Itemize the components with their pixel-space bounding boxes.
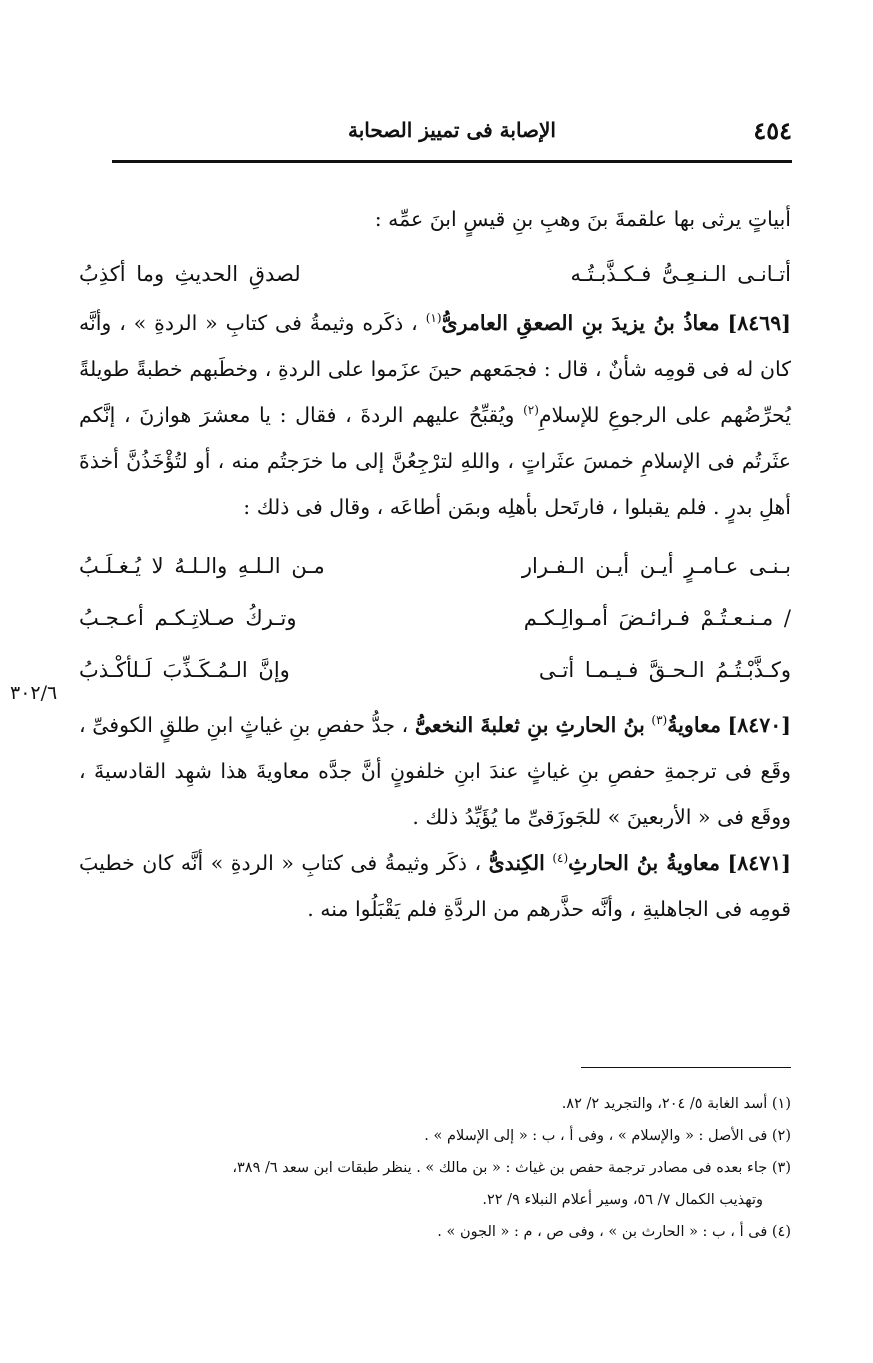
verse-second-hemistich: مـن الـلـهِ والـلـهُ لا يُـغـلَـبُ [79,554,325,578]
margin-volume-page-note: ٣٠٢/٦ [10,682,58,704]
entry-text: ويُقبِّحُ عليهم الردةَ ، فقال : يا معشرَ هوازنَ ، إنَّكم عثَرتُم فى الإسلامِ خمسَ عثَراتٍ ، واللهِ لترْجِعُنَّ إلى ما خرَجتُم منه ، أو لتُؤْخَذُنَّ أخذةَ أهلِ بدرٍ . فلم يقبلوا ، فارتَحل بأهلِه وبمَن أطاعَه ، وقال فى ذلك : [79,403,791,519]
verse-first-hemistich: وكـذَّبْـتُـمُ الـحـقَّ فـيـمـا أتـى [538,658,791,682]
verse-second-hemistich: لصدقِ الحديثِ وما أكذِبُ [79,262,301,286]
verse-first-hemistich: / مـنـعـتُـمْ فـرائـضَ أمـوالِـكـم [523,606,791,630]
main-text [79,196,791,932]
footnote: (٣) جاء بعده فى مصادر ترجمة حفص بن غياث : « بن مالك » . ينظر طبقات ابن سعد ٦/ ٣٨٩، [232,1160,791,1176]
running-title: الإصابة فى تمييز الصحابة [348,118,556,142]
footnotes [79,1088,791,1248]
footnote-ref: (٢) [523,403,539,418]
verse-second-hemistich: وتـركُ صـلاتِـكـم أعـجـبُ [79,606,297,630]
verse-first-hemistich: أتـانـى الـنـعِـىُّ فـكـذَّبـتُـه [570,262,791,286]
entry-number: [٨٤٦٩] [727,311,791,335]
footnote-rule [581,1067,791,1068]
entry-text: ، ذكَره وثيمةُ فى كتابِ « الردةِ » ، وأنَّه كان له فى قومِه شأنٌ ، قال : فجمَعهم حينَ عزَموا على الردةِ ، وخطَبهم خطبةً طويلةً يُحرِّضُهم على الرجوعِ للإسلامِ [79,311,791,427]
entry-text: ، جدُّ حفصِ بنِ غياثٍ ابنِ طلقٍ الكوفىِّ ، وقَع فى ترجمةِ حفصِ بنِ غياثٍ عندَ ابنِ خلفونٍ أنَّ جدَّه معاويةَ هذا شهِد القادسيةَ ، ووقَع فى « الأربعينَ » للجَوزَقىِّ ما يُؤَيِّدُ ذلك . [79,713,791,829]
verse-line [79,248,791,300]
intro-line: أبياتٍ يرثى بها علقمةَ بنَ وهبِ بنِ قيسٍ ابنَ عمِّه : [374,207,791,231]
footnote-continuation: وتهذيب الكمال ٧/ ٥٦، وسير أعلام النبلاء ٩/ ٢٢. [482,1192,763,1208]
header-rule [112,160,792,163]
footnote: (٤) فى أ ، ب : « الحارث بن » ، وفى ص ، م : « الجون » . [437,1224,791,1240]
footnote: (١) أسد الغابة ٥/ ٢٠٤، والتجريد ٢/ ٨٢. [561,1096,791,1112]
entry-name: معاويةُ [667,713,721,737]
verse-line [79,592,791,644]
entry-8470 [79,702,791,840]
footnote: (٢) فى الأصل : « والإسلام » ، وفى أ ، ب : « إلى الإسلام » . [424,1128,791,1144]
footnote-ref: (١) [425,311,442,326]
page-number: ٤٥٤ [753,116,792,145]
verse-second-hemistich: وإنَّ الـمُـكَـذِّبَ لَـلأكْـذبُ [79,658,290,682]
entry-number: [٨٤٧١] [727,851,791,875]
entry-text: ، ذكَر وثيمةُ فى كتابِ « الردةِ » أنَّه كان خطيبَ قومِه فى الجاهليةِ ، وأنَّه حذَّرهم من الردَّةِ فلم يَقْبَلُوا منه . [79,851,791,921]
verse-line [79,644,791,696]
verse-line [79,540,791,592]
entry-name: معاويةُ بنُ الحارثِ [568,851,721,875]
poem [79,540,791,696]
entry-name: الكِندىُّ [488,851,545,875]
entry-name: معاذُ بنُ يزيدَ بنِ الصعقِ العامرىُّ [441,311,720,335]
entry-number: [٨٤٧٠] [727,713,791,737]
footnote-ref: (٤) [552,851,569,866]
verse-first-hemistich: بـنـى عـامـرٍ أيـن أيـن الـفـرار [521,554,791,578]
page-header [112,112,792,152]
entry-8469 [79,300,791,530]
footnote-ref: (٣) [651,713,668,728]
entry-name: بنُ الحارثِ بنِ ثعلبةَ النخعىُّ [414,713,645,737]
entry-8471 [79,840,791,932]
